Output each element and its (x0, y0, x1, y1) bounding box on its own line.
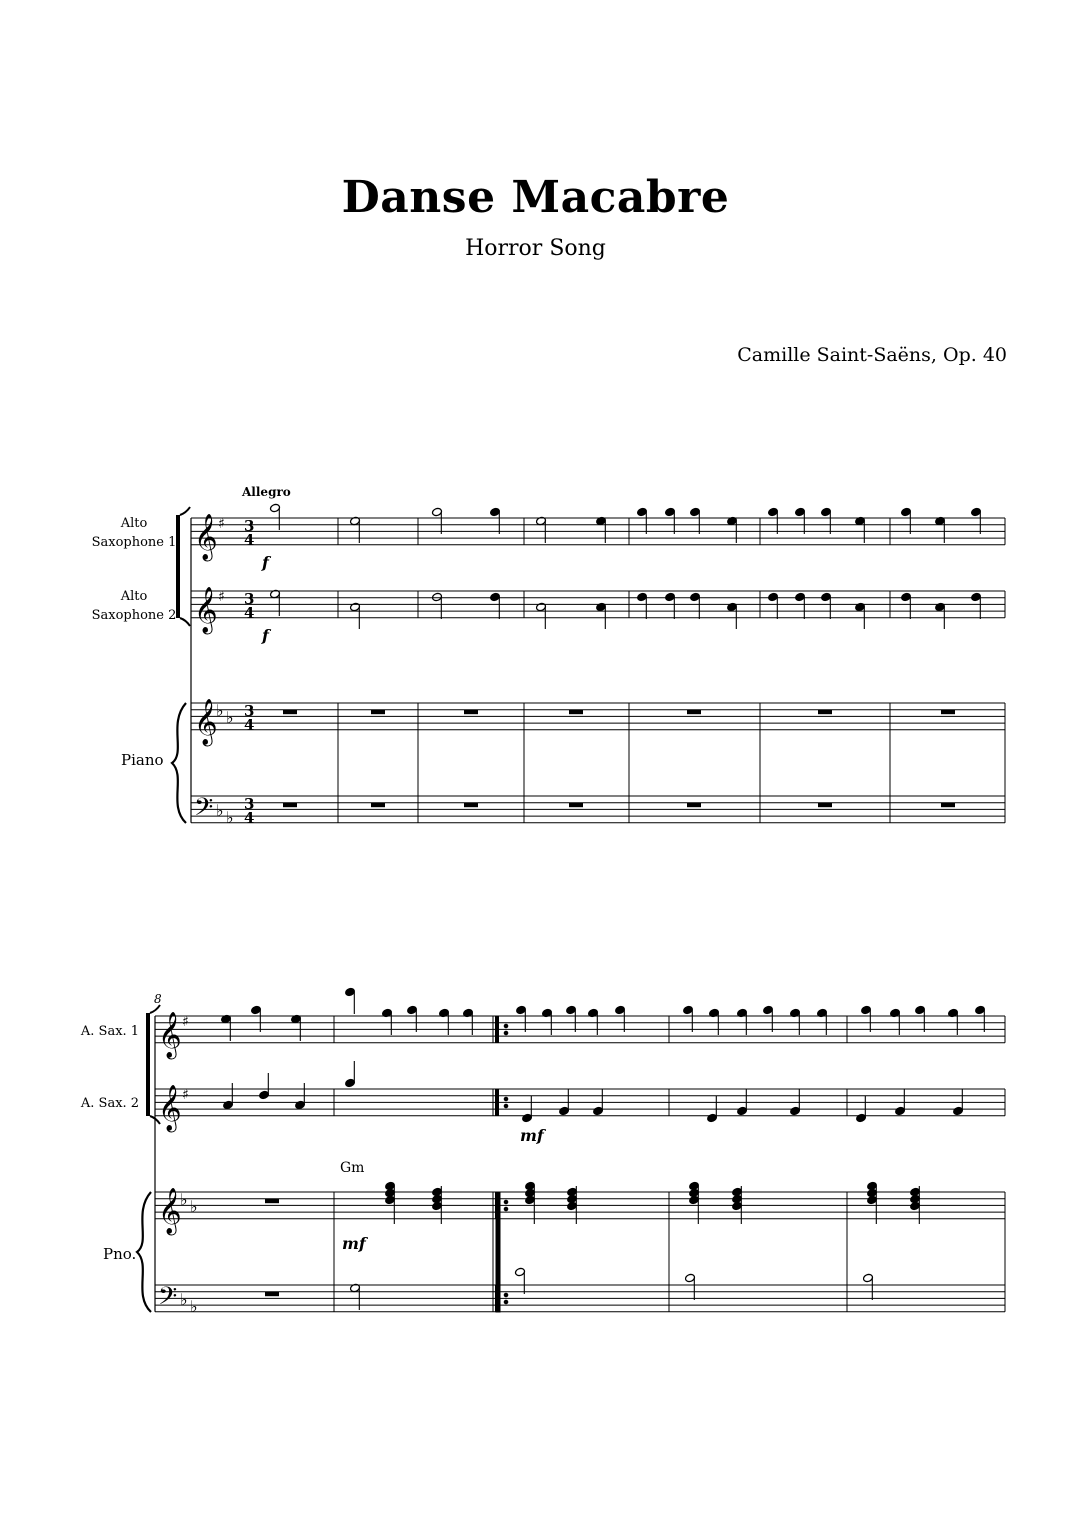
rest (818, 710, 832, 715)
music-glyph: 4 (244, 604, 255, 622)
music-glyph: ♯ (182, 1014, 189, 1030)
music-glyph: ♭ (180, 1190, 188, 1209)
rest (265, 1199, 279, 1204)
music-glyph: 𝄞 (158, 1085, 182, 1131)
repeat-dot (504, 1300, 508, 1304)
repeat-dot (504, 1104, 508, 1108)
music-glyph: 4 (244, 716, 255, 734)
rest (687, 803, 701, 808)
measure-number: 8 (154, 992, 162, 1006)
music-glyph: 𝄞 (194, 587, 218, 633)
music-glyph: 𝄞 (194, 699, 218, 745)
notes (221, 503, 986, 1310)
rest (818, 803, 832, 808)
instrument-label-sax2-short: A. Sax. 2 (80, 1096, 140, 1111)
rest (569, 710, 583, 715)
instrument-label-sax1: Alto Saxophone 1 (91, 516, 177, 550)
clefs (158, 514, 254, 1317)
piano-brace (137, 1192, 151, 1312)
rest (371, 710, 385, 715)
tempo-marking: Allegro (242, 485, 291, 499)
music-glyph: ♭ (216, 801, 224, 820)
music-glyph: 3 (244, 590, 255, 608)
music-glyph: 𝄞 (158, 1188, 182, 1234)
music-glyph: ♭ (226, 708, 234, 727)
music-glyph: ♭ (180, 1290, 188, 1309)
music-glyph: ♭ (216, 701, 224, 720)
music-glyph: ♭ (190, 1197, 198, 1216)
rest (283, 803, 297, 808)
music-glyph: 4 (244, 531, 255, 549)
repeat-dot (504, 1024, 508, 1028)
music-glyph: ♯ (218, 589, 225, 605)
music-glyph: 3 (244, 702, 255, 720)
barlines (155, 518, 1005, 1312)
rest (687, 710, 701, 715)
staff-lines (155, 518, 1005, 1312)
composer: Camille Saint-Saëns, Op. 40 (737, 344, 1007, 366)
music-glyph: 𝄞 (158, 1012, 182, 1058)
music-glyph: 𝄢 (194, 793, 214, 828)
repeat-dot (504, 1293, 508, 1297)
music-glyph: 𝄢 (158, 1282, 178, 1317)
instrument-label-sax1-short: A. Sax. 1 (80, 1024, 140, 1039)
repeat-bar (496, 1192, 500, 1312)
music-glyph: 3 (244, 517, 255, 535)
bracket (146, 1013, 150, 1116)
rest (265, 1292, 279, 1297)
piano-brace (172, 703, 186, 823)
repeat-dot (504, 1031, 508, 1035)
dynamic-forte-sax2: f (262, 626, 269, 645)
music-glyph: ♯ (218, 516, 225, 532)
rest (283, 710, 297, 715)
rest (941, 803, 955, 808)
dynamic-mf-sax2: mf (520, 1126, 544, 1145)
music-glyph: 4 (244, 809, 255, 827)
dynamic-forte-sax1: f (262, 553, 269, 572)
rest (464, 710, 478, 715)
music-glyph: ♭ (190, 1297, 198, 1316)
score-subtitle: Horror Song (465, 236, 606, 261)
chord-symbol: Gm (340, 1160, 365, 1176)
music-glyph: ♭ (226, 808, 234, 827)
repeat-dot (504, 1200, 508, 1204)
music-glyph: ♯ (182, 1087, 189, 1103)
score-title: Danse Macabre (341, 172, 730, 223)
rest (569, 803, 583, 808)
rest (371, 803, 385, 808)
rest (464, 803, 478, 808)
rest (941, 710, 955, 715)
repeat-dot (504, 1207, 508, 1211)
dynamic-mf-piano: mf (342, 1234, 366, 1253)
instrument-label-piano-short: Pno. (103, 1245, 137, 1263)
instrument-label-piano: Piano (121, 751, 164, 769)
bracket-hook (180, 618, 190, 626)
music-glyph: 3 (244, 795, 255, 813)
music-glyph: 𝄞 (194, 514, 218, 560)
bracket-hook (180, 507, 190, 515)
bracket (176, 515, 180, 618)
repeat-dot (504, 1097, 508, 1101)
instrument-label-sax2: Alto Saxophone 2 (91, 589, 177, 623)
